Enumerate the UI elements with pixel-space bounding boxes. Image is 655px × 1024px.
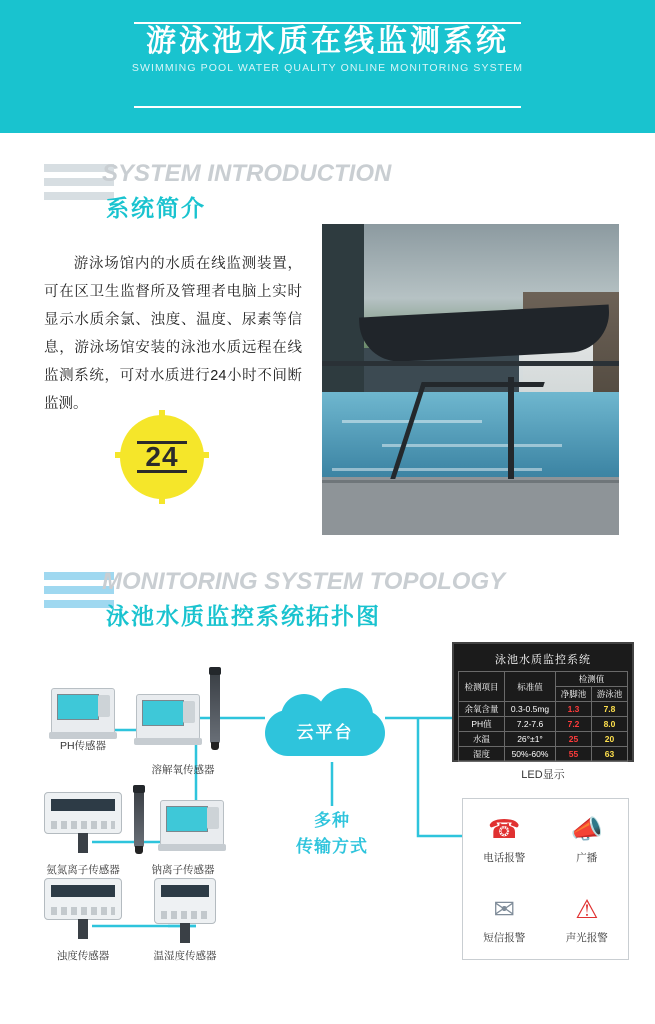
alarm-item-broadcast[interactable] xyxy=(546,799,629,879)
instrument-screen xyxy=(142,700,184,726)
probe-tip xyxy=(135,846,143,854)
table-row xyxy=(459,747,628,762)
table-header-row xyxy=(459,672,628,687)
transmission-methods-label xyxy=(284,808,380,860)
introduction-body: 游泳场馆内的水质在线监测装置，可在区卫生监督所及管理者电脑上实时显示水质余氯、浊度、温度、尿素等信息，游泳场馆安装的泳池水质远程在线监测系统，可对水质进行24小时不间断监测。 xyxy=(44,256,302,412)
probe-cap xyxy=(133,785,145,793)
megaphone-icon: 📣 xyxy=(570,813,603,844)
probe-icon xyxy=(210,672,220,744)
section-heading-introduction xyxy=(44,160,444,220)
device-graphic xyxy=(126,878,244,940)
instrument-base xyxy=(49,732,117,739)
device-dissolved-oxygen-sensor[interactable] xyxy=(128,672,238,777)
alarm-item-siren[interactable] xyxy=(546,879,629,959)
device-graphic xyxy=(126,790,240,852)
cell-item: 水温 xyxy=(459,732,505,747)
wallbox-display xyxy=(51,799,115,811)
instrument-screen xyxy=(57,694,99,720)
device-graphic xyxy=(28,688,138,734)
wallbox-probe-stem xyxy=(78,833,88,853)
led-display-caption: LED显示 xyxy=(521,769,565,781)
topology-heading-en: MONITORING SYSTEM TOPOLOGY xyxy=(102,568,506,595)
wallbox-icon xyxy=(44,878,122,920)
page-header xyxy=(0,0,655,130)
photo-window-frame xyxy=(322,361,619,366)
cell-value-swim: 7.8 xyxy=(592,702,628,717)
pool-photo xyxy=(322,224,619,535)
col-header-standard: 标准值 xyxy=(505,672,556,702)
alarm-label: 短信报警 xyxy=(483,931,526,944)
probe-tip xyxy=(211,742,219,750)
cell-item: 湿度 xyxy=(459,747,505,762)
badge-tick-bottom xyxy=(159,495,165,504)
section-heading-cn: 系统简介 xyxy=(106,195,206,221)
device-sodium-sensor[interactable] xyxy=(126,790,240,877)
wallbox-display xyxy=(51,885,115,897)
cell-value-swim: 63 xyxy=(592,747,628,762)
led-display-panel xyxy=(452,642,634,762)
cell-value-foot: 55 xyxy=(556,747,592,762)
wallbox-icon xyxy=(44,792,122,834)
wallbox-probe-stem xyxy=(180,923,190,943)
device-label: 温湿度传感器 xyxy=(153,950,217,962)
wallbox-terminals xyxy=(51,907,115,915)
instrument-base xyxy=(134,738,202,745)
col-header-swim-pool: 游泳池 xyxy=(592,687,628,702)
cell-standard: 7.2-7.6 xyxy=(505,717,556,732)
wallbox-terminals xyxy=(161,911,209,919)
device-graphic xyxy=(128,672,238,744)
cell-standard: 26°±1° xyxy=(505,732,556,747)
instrument-body-icon xyxy=(136,694,200,740)
wallbox-display xyxy=(161,885,209,897)
alarm-label: 电话报警 xyxy=(483,851,526,864)
device-graphic xyxy=(24,878,142,940)
cell-value-foot: 25 xyxy=(556,732,592,747)
col-header-foot-pool: 净脚池 xyxy=(556,687,592,702)
alarm-item-phone[interactable] xyxy=(463,799,546,879)
introduction-paragraph xyxy=(44,250,302,418)
cell-item: PH值 xyxy=(459,717,505,732)
instrument-screen xyxy=(166,806,208,832)
device-graphic xyxy=(24,792,142,854)
wallbox-terminals xyxy=(51,821,115,829)
device-turbidity-sensor[interactable] xyxy=(24,878,142,963)
device-ph-sensor[interactable] xyxy=(28,688,138,753)
device-temp-humidity-sensor[interactable] xyxy=(126,878,244,963)
badge-tick-top xyxy=(159,410,165,419)
instrument-body-icon xyxy=(51,688,115,734)
badge-tick-left xyxy=(115,452,124,458)
photo-handrail-post xyxy=(508,377,514,479)
device-ammonia-sensor[interactable] xyxy=(24,792,142,877)
wallbox-probe-stem xyxy=(78,919,88,939)
transmission-line-2: 传输方式 xyxy=(296,837,368,856)
device-label: 氨氮离子传感器 xyxy=(46,864,120,876)
cell-standard: 50%-60% xyxy=(505,747,556,762)
led-panel-title: 泳池水质监控系统 xyxy=(495,654,591,666)
instrument-base xyxy=(158,844,226,851)
instrument-buttons xyxy=(183,701,195,723)
badge-tick-right xyxy=(200,452,209,458)
probe-cap xyxy=(209,667,221,675)
sms-icon: ✉ xyxy=(493,893,516,924)
page-title: 游泳池水质在线监测系统 xyxy=(146,25,509,58)
cloud-platform-label: 云平台 xyxy=(296,723,354,742)
cell-value-swim: 20 xyxy=(592,732,628,747)
instrument-buttons xyxy=(98,695,110,717)
cloud-platform-node[interactable] xyxy=(265,688,385,762)
instrument-body-icon xyxy=(160,800,224,846)
topology-heading-cn: 泳池水质监控系统拓扑图 xyxy=(106,603,381,629)
section-heading-en: SYSTEM INTRODUCTION xyxy=(102,160,392,187)
photo-deck-edge xyxy=(322,480,619,483)
cell-value-foot: 1.3 xyxy=(556,702,592,717)
siren-icon: ⚠ xyxy=(575,893,599,924)
cell-standard: 0.3-0.5mg xyxy=(505,702,556,717)
col-header-item: 检测项目 xyxy=(459,672,505,702)
alarm-grid xyxy=(463,799,628,959)
section-heading-topology xyxy=(44,568,544,628)
cell-value-swim: 8.0 xyxy=(592,717,628,732)
alarm-label: 声光报警 xyxy=(565,931,608,944)
header-divider xyxy=(0,130,655,133)
topology-diagram xyxy=(0,630,655,1024)
probe-icon xyxy=(134,790,144,848)
device-label: 钠离子传感器 xyxy=(151,864,215,876)
alarm-methods-panel xyxy=(462,798,629,960)
cell-value-foot: 7.2 xyxy=(556,717,592,732)
transmission-line-1: 多种 xyxy=(314,811,350,830)
device-label: 浊度传感器 xyxy=(56,950,110,962)
table-row xyxy=(459,702,628,717)
col-group-header-measured: 检测值 xyxy=(556,672,628,687)
device-label: 溶解氧传感器 xyxy=(151,764,215,776)
badge-24h xyxy=(120,415,204,499)
photo-rock-left xyxy=(322,224,364,404)
badge-number: 24 xyxy=(145,441,179,472)
alarm-item-sms[interactable] xyxy=(463,879,546,959)
device-label: PH传感器 xyxy=(59,740,107,752)
led-data-table xyxy=(458,671,628,762)
phone-icon: ☎ xyxy=(488,813,521,844)
cell-item: 余氧含量 xyxy=(459,702,505,717)
wallbox-icon xyxy=(154,878,216,924)
photo-pool-deck xyxy=(322,477,619,535)
alarm-label: 广播 xyxy=(576,851,598,864)
instrument-buttons xyxy=(207,807,219,829)
page-subtitle: SWIMMING POOL WATER QUALITY ONLINE MONITORING SYSTEM xyxy=(131,62,524,74)
table-row xyxy=(459,717,628,732)
table-row xyxy=(459,732,628,747)
